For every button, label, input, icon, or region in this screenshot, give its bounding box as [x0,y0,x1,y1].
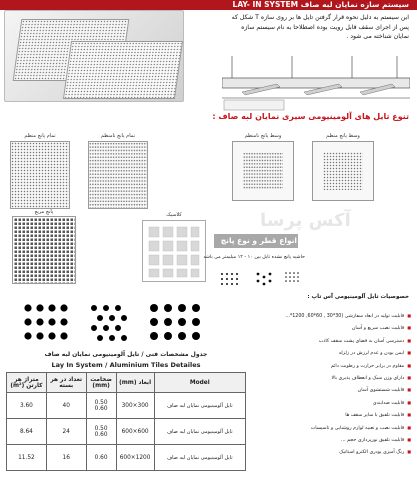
cell-area: 3.60 [7,393,47,419]
thickness-a: 0.60 [94,454,108,461]
cell-model: تایل آلومینیومی نمایان لبه صاف [154,445,245,471]
feature-item: ■ دارای وزن سبک و انعطاف پذیری بالا [261,372,411,384]
thickness-b: 0.60 [94,405,108,412]
tile-sample-full-irregular [88,141,148,209]
feature-item: ■ قابلیت تلفیق نورپردازی حجم ... [261,434,411,446]
col-count: تعداد در هر بسته [46,373,86,393]
table-row [7,393,246,419]
watermark: آکس پرسا [260,210,351,231]
cell-count: 16 [46,445,86,471]
punch-samples-small [218,268,308,296]
punch-samples-large [20,300,210,346]
intro-paragraph: این سیستم به دلیل نحوه قرار گرفتن تایل ها بر روی سازه T شکل که پس از اجرای سقف قابل رویت بوده اصطلاحا به نام سیستم سازه نمایان شناخته می شود . [231,14,409,41]
section-drawing [222,54,410,112]
feature-item: ■ قابلیت شستشوی آسان [261,384,411,396]
feature-item: ■ ایمن بودن و عدم لرزش در زلزله [261,347,411,359]
feature-item: ■ رنگ آمیزی پودری الکترو استاتیک [261,446,411,458]
spec-table-title-en: Lay In System / Aluminium Tiles Detailes [51,361,201,369]
tile-caption-1: تمام پانچ منظم [24,133,56,139]
feature-item: ■ مقاوم در برابر حرارت و رطوبت دائم [261,360,411,372]
col-model: Model [154,373,245,393]
tile-center-punch-2 [323,152,363,190]
tile-sample-classic [142,220,206,282]
feature-item: ■ قابلیت صدابندی [261,397,411,409]
tile-sample-full-regular [10,141,70,209]
punch-section-title: انواع قطر و نوع پانچ [220,236,297,245]
tile-caption-4: وسط پانچ منظم [326,133,360,139]
feature-item: ■ قابلیت نصب و تعبیه لوازم روشنایی و تاسیسات [261,422,411,434]
punch-note: حاشیه پانچ نشده تایل بین ۱۰ - ۱۲ میلیمتر می باشد [203,255,305,260]
cell-model: تایل آلومینیومی نمایان لبه صاف [154,393,245,419]
tile-caption-3: وسط پانچ نامنظم [244,133,282,139]
classic-pattern [143,221,205,281]
col-dims: ابعاد (mm) [116,373,154,393]
spec-table [6,372,246,471]
feature-item: ■ قابلیت تولید در ابعاد سفارشی (30*30 , 60*60, 1200*... [261,310,411,322]
tile-sample-center-regular [312,141,374,201]
features-list [261,310,411,459]
tile-center-punch-1 [243,152,283,190]
tile-caption-5: پانچ مربع [34,209,54,215]
tile-caption-6: کلاسیک [166,212,182,218]
features-title: خصوصیات تایل آلومینیومی آس تاپ : [307,294,409,300]
feature-item: ■ قابلیت نصب سریع و آسان [261,322,411,334]
cell-thickness [86,445,116,471]
cell-thickness [86,393,116,419]
table-row [7,445,246,471]
product-photo [4,10,184,102]
spec-table-title-fa: جدول مشخصات فنی / تایل آلومینیومی نمایان لبه صاف [44,351,208,358]
tile-sample-square [12,216,76,284]
page-title: سیستم سازه نمایان لبه صاف LAY- IN SYSTEM [232,0,409,9]
cell-thickness [86,419,116,445]
col-area: متراژ هر کارتن (m²) [7,373,47,393]
tiles-section-title: تنوع تایل های آلومینیومی سیری نمایان لبه صاف : [212,112,409,121]
thickness-a: 0.50 [94,399,108,406]
thickness-b: 0.60 [94,431,108,438]
thickness-a: 0.50 [94,425,108,432]
feature-item: ■ دسترسی آسان به فضای پشت سقف کاذب [261,335,411,347]
cell-area: 8.64 [7,419,47,445]
tile-caption-2: تمام پانچ نامنظم [100,133,136,139]
table-row [7,419,246,445]
spec-table-wrap [6,350,246,471]
cell-model: تایل آلومینیومی نمایان لبه صاف [154,419,245,445]
cell-count: 40 [46,393,86,419]
feature-item: ■ قابلیت تلفیق با سایر سقف ها [261,409,411,421]
cell-count: 24 [46,419,86,445]
cell-area: 11.52 [7,445,47,471]
cell-dims: 300×300 [116,393,154,419]
cell-dims: 600×1200 [116,445,154,471]
tile-sample-center-irregular [232,141,294,201]
col-thickness: ضخامت (mm) [86,373,116,393]
tile-photo-2 [63,41,183,99]
spec-table-header [7,373,246,393]
cell-dims: 600×600 [116,419,154,445]
